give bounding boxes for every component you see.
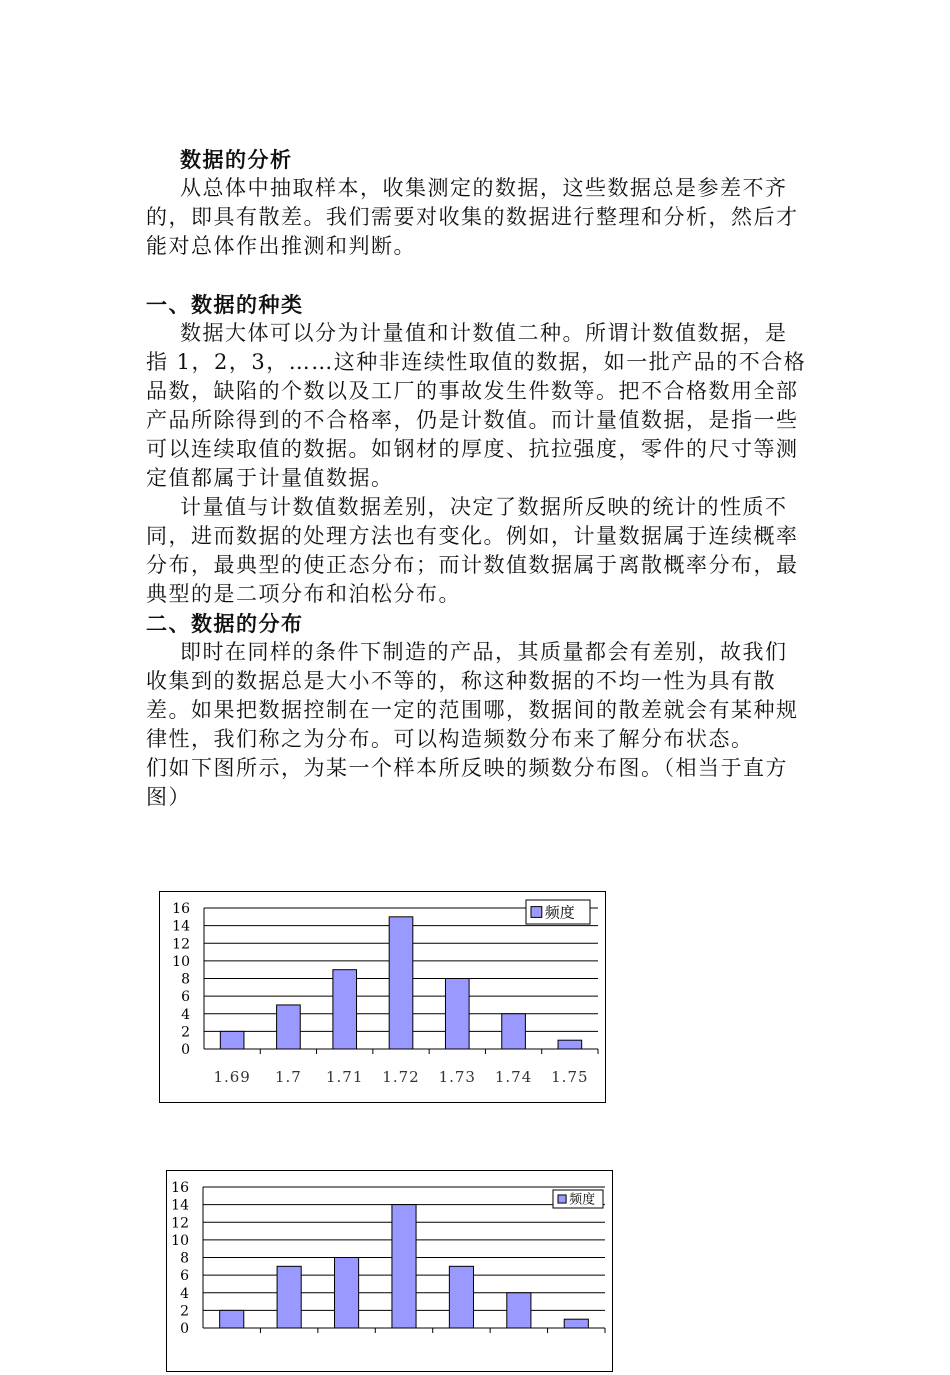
bar	[220, 1310, 244, 1328]
bar	[502, 1014, 526, 1049]
y-tick-label: 4	[181, 1006, 190, 1023]
histogram-chart-2	[166, 1170, 613, 1372]
y-tick-label: 0	[180, 1321, 189, 1337]
y-tick-label: 14	[171, 1197, 189, 1214]
x-tick-label: 1.74	[494, 1068, 533, 1086]
bar	[333, 970, 357, 1049]
x-tick-label: 1.72	[382, 1068, 420, 1086]
y-tick-label: 6	[180, 1268, 189, 1285]
y-tick-label: 16	[171, 1180, 189, 1196]
bar	[392, 1205, 416, 1328]
section-2-paragraph-2: 们如下图所示，为某一个样本所反映的频数分布图。（相当于直方图）	[146, 756, 788, 809]
y-tick-label: 10	[172, 953, 190, 970]
x-tick-label: 1.7	[274, 1068, 302, 1086]
y-tick-label: 12	[172, 936, 190, 953]
chart-1-svg	[160, 892, 605, 1102]
legend-swatch	[558, 1195, 566, 1203]
x-tick-label: 1.73	[438, 1068, 476, 1086]
bar	[445, 979, 469, 1050]
legend-label: 频度	[544, 903, 575, 922]
section-1-paragraph-1: 数据大体可以分为计量值和计数值二种。所谓计数值数据，是指 1，2，3，……这种非连续性取值的数据，如一批产品的不合格品数，缺陷的个数以及工厂的事故发生件数等。把不合格数用全部产品所除得到的不合格率，仍是计数值。而计量值数据，是指一些可以连续取值的数据。如钢材的厚度、抗拉强度，零件的尺寸等测定值都属于计量值数据。	[146, 321, 807, 490]
y-tick-label: 10	[171, 1232, 189, 1249]
legend-label: 频度	[569, 1192, 596, 1208]
y-tick-label: 2	[181, 1024, 190, 1041]
y-tick-label: 16	[172, 901, 190, 917]
bar	[449, 1266, 473, 1328]
section-2-paragraph-1: 即时在同样的条件下制造的产品，其质量都会有差别，故我们收集到的数据总是大小不等的，称这种数据的不均一性为具有散差。如果把数据控制在一定的范围哪，数据间的散差就会有某种规律性，我们称之为分布。可以构造频数分布来了解分布状态。	[146, 640, 799, 751]
bar	[507, 1293, 531, 1328]
y-tick-label: 8	[181, 971, 190, 988]
bar	[277, 1005, 301, 1049]
section-1	[146, 290, 808, 812]
y-tick-label: 12	[171, 1215, 189, 1232]
legend-swatch	[531, 907, 542, 918]
histogram-chart-1	[159, 891, 606, 1103]
section-1-paragraph-2: 计量值与计数值数据差别，决定了数据所反映的统计的性质不同，进而数据的处理方法也有变化。例如，计量数据属于连续概率分布，最典型的使正态分布；而计数值数据属于离散概率分布，最典型的是二项分布和泊松分布。	[146, 495, 799, 606]
intro-paragraph: 从总体中抽取样本，收集测定的数据，这些数据总是参差不齐的，即具有散差。我们需要对收集的数据进行整理和分析，然后才能对总体作出推测和判断。	[146, 176, 799, 258]
intro-section	[146, 145, 808, 261]
y-tick-label: 0	[181, 1042, 190, 1058]
section-2-heading: 二、数据的分布	[146, 611, 304, 636]
y-tick-label: 4	[180, 1285, 189, 1302]
section-1-heading: 一、数据的种类	[146, 292, 304, 317]
y-tick-label: 8	[180, 1250, 189, 1267]
chart-2-svg	[167, 1171, 612, 1371]
section-title: 数据的分析	[180, 147, 293, 172]
bar	[558, 1040, 582, 1049]
y-tick-label: 2	[180, 1303, 189, 1320]
x-tick-label: 1.71	[326, 1068, 364, 1086]
bar	[277, 1266, 301, 1328]
bar	[564, 1319, 588, 1328]
bar	[389, 917, 413, 1049]
x-tick-label: 1.75	[551, 1068, 589, 1086]
bar	[335, 1258, 359, 1329]
y-tick-label: 6	[181, 989, 190, 1006]
x-tick-label: 1.69	[213, 1068, 251, 1086]
bar	[220, 1031, 244, 1049]
y-tick-label: 14	[172, 918, 190, 935]
